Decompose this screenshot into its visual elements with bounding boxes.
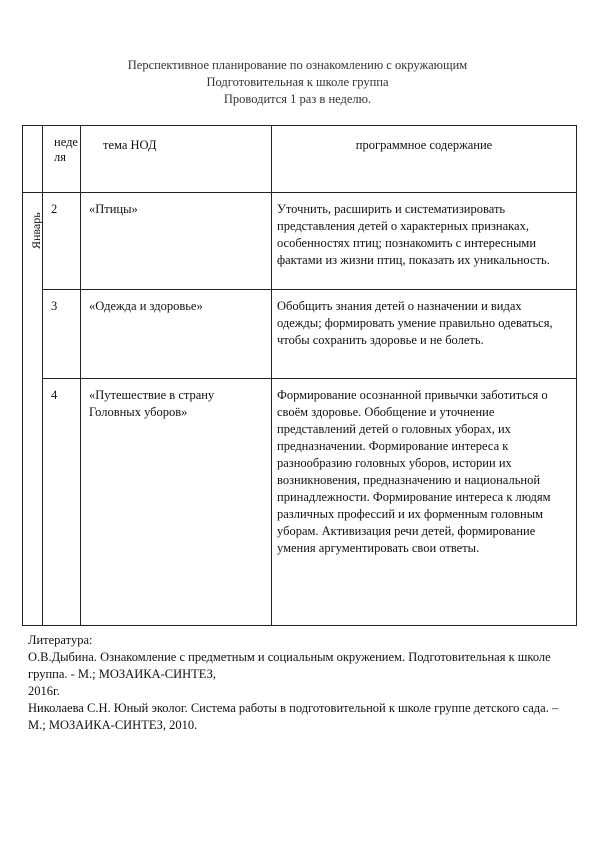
content-cell: Уточнить, расширить и систематизировать представления детей о характерных признаках, особенностях птиц; познакомить с интересными фактами из жизни птиц, показать их уникальность. [272,193,577,290]
literature-title: Литература: [28,633,93,647]
content-cell: Обобщить знания детей о назначении и видах одежды; формировать умение правильно одеваться, чтобы сохранить здоровье и не болеть. [272,290,577,379]
month-header-cell [23,126,43,193]
content-column-header: программное содержание [272,126,577,193]
week-number: 4 [43,379,81,626]
literature-reference-year: 2016г. [28,684,60,698]
week-number: 2 [43,193,81,290]
header-title: Перспективное планирование по ознакомлению с окружающим [127,58,468,72]
planning-table [22,125,577,626]
table-row [23,290,577,379]
month-cell-continued [23,290,43,379]
week-number: 3 [43,290,81,379]
content-cell: Формирование осознанной привычки заботиться о своём здоровье. Обобщение и уточнение представлений детей о головных уборах, их предназначении. Формирование интереса к разнообразию головных уборов, истории их возникновения, предназначению и национальной принадлежности. Формирование интереса к людям различных профессий и их форменным головным уборам. Активизация речи детей, формирование умения аргументировать свои ответы. [272,379,577,626]
header-group: Подготовительная к школе группа [206,75,389,89]
literature-reference: Николаева С.Н. Юный эколог. Система работы в подготовительной к школе группе детского сада. – М.; МОЗАИКА-СИНТЕЗ, 2010. [28,701,559,732]
topic-column-header: тема НОД [81,126,272,193]
month-label: Январь [29,212,43,249]
week-column-header: неде ля [43,126,81,193]
month-cell [23,193,43,290]
table-row [23,379,577,626]
header-frequency: Проводится 1 раз в неделю. [223,92,372,106]
table-header-row [23,126,577,193]
table-row [23,193,577,290]
topic-cell: «Путешествие в страну Головных уборов» [81,379,272,626]
literature-reference: О.В.Дыбина. Ознакомление с предметным и социальным окружением. Подготовительная к школе группа. - М.; МОЗАИКА-СИНТЕЗ, [28,650,551,681]
month-cell-continued [23,379,43,626]
topic-cell: «Птицы» [81,193,272,290]
topic-cell: «Одежда и здоровье» [81,290,272,379]
literature-section [28,632,573,734]
page-header [0,57,595,108]
